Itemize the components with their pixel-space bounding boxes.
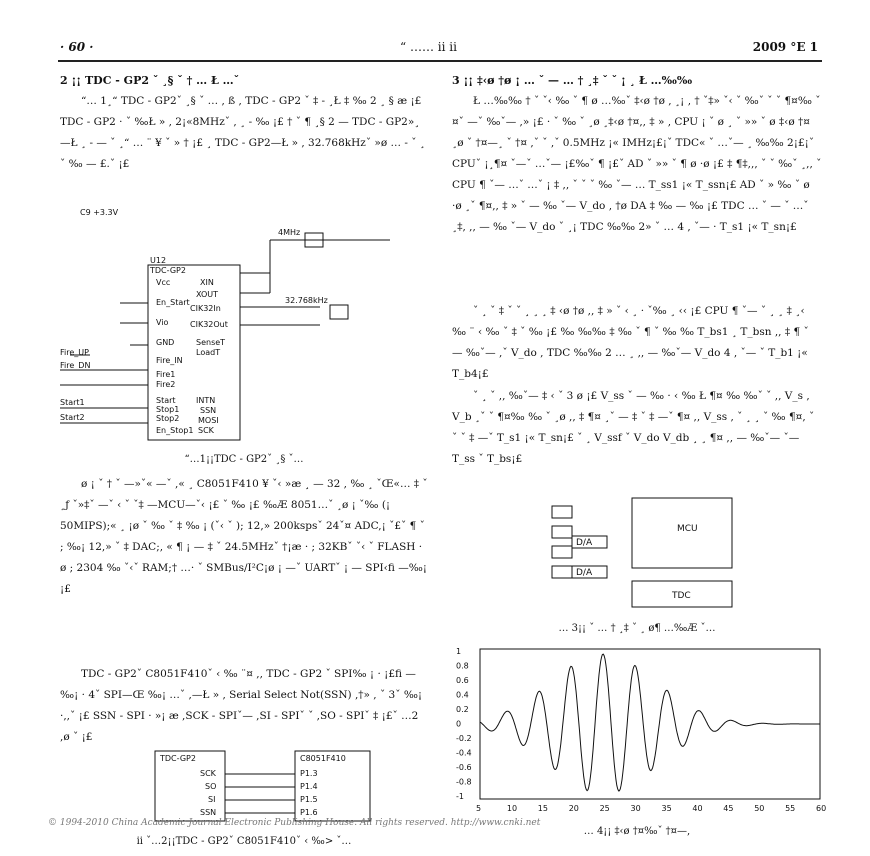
svg-text:Vcc: Vcc [156, 278, 171, 287]
y-tick-label: 0.4 [456, 690, 469, 700]
header-rule [58, 60, 822, 62]
y-tick-label: -0.6 [456, 763, 472, 772]
svg-text:SSN: SSN [200, 406, 217, 415]
svg-text:D/A: D/A [576, 538, 593, 548]
svg-text:4MHz: 4MHz [278, 228, 301, 237]
svg-text:P1.6: P1.6 [300, 808, 318, 817]
paragraph: “… 1¸“ TDC - GP2ˇ ¸§ ˇ … , ß , TDC - GP2 ˇ ‡ - ¸Ł ‡ ‰ 2 ¸ § æ ¡£ TDC - GP2 · ˇ ‰Ł » , 2¡«8MHzˇ , ¸ - ‰ ¡£ † ˇ ¶ ¸§ 2 — TDC - GP2»¸—Ł ¸ - — ˇ ¸“ … ¨ ¥ ˇ » † ¡£ ¸ TDC - GP2—Ł » , 32.768kHzˇ »ø … - ˇ ¸ ˇ ‰ — £.ˇ ¡£ [60, 95, 426, 170]
svg-text:Stop2: Stop2 [156, 414, 180, 423]
svg-text:U12: U12 [150, 256, 167, 265]
x-tick-label: 25 [599, 804, 610, 813]
svg-text:En_Start: En_Start [156, 298, 190, 307]
svg-text:Fire_UP: Fire_UP [60, 348, 89, 357]
svg-text:SO: SO [205, 782, 217, 791]
paragraph: ˇ ¸ ˇ ,, ‰ˇ— ‡ ‹ ˇ 3 ø ¡£ V_ss ˇ — ‰ · ‹ ‰ Ł ¶¤ ‰ ‰ˇ ˇ ,, V_s , V_b ¸ˇ ˇ ¶¤‰ ‰ ˇ ¸ø ,, ‡ ¶¤ ¸ˇ — ‡ ˇ ‡ —ˇ ¶¤ ,, V_ss , ˇ ¸ ¸ ˇ ‰ ¶¤, ˇ ˇ ˇ ‡ —ˇ T_s1 ¡« T_sn¡£ ˇ ¸ V_ssf ˇ V_do V_db ¸ ¸ ¶¤ ,, — ‰ˇ— ˇ— T_ss ˇ T_bs¡£ [452, 390, 815, 465]
svg-text:En_Stop1: En_Stop1 [156, 426, 194, 435]
svg-text:MCU: MCU [677, 524, 698, 534]
right-column [452, 70, 827, 846]
x-tick-label: 20 [568, 804, 579, 813]
x-tick-label: 45 [723, 804, 734, 813]
paragraph: ø ¡ ˇ † ˇ —»ˇ« —ˇ ,« ¸ C8051F410 ¥ ˇ‹ »æ ¸ — 32 , ‰ ¸ ˇŒ«… ‡ ˇ ¸ƒ ˇ»‡ˇ —ˇ ‹ ˇ ˇ‡ —MCU—ˇ‹ ¡£ ˇ ‰ ¡£ ‰Æ 8051…ˇ ¸ø ¡ ˇ‰ (¡ 50MIPS);« ¸ ¡ø ˇ ‰ ˇ ‡ ‰ ¡ (ˇ‹ ˇ ); 12,» 200kspsˇ 24ˇ¤ ADC,¡ ˇ£ˇ ¶ ˇ ; ‰¡ 12,» ˇ ‡ DAC;, « ¶ ¡ — ‡ ˇ 24.5MHzˇ †¡æ · ; 32KBˇ ˇ‹ ˇ FLASH · ø ; 2304 ‰ ˇ‹ˇ RAM;† …· ˇ SMBus/I²C¡ø ¡ —ˇ UARTˇ ¡ — SPI‹fi —‰¡ ¡£ [60, 478, 428, 595]
svg-text:Stop1: Stop1 [156, 405, 180, 414]
figure-2-interface-diagram [60, 749, 428, 827]
paragraph: ˇ ¸ ˇ ‡ ˇ ˇ ¸ ¸ ¸ ‡ ‹ø †ø ,, ‡ » ˇ ‹ ¸ · ˇ‰ ¸ ‹‹ ¡£ CPU ¶ ˇ— ˇ ¸ ¸ ‡ ¸‹ ‰ ¨ ‹ ‰ ˇ ‡ ˇ ‰ ¡£ ‰ ‰‰ ‡ ‰ ˇ ¶ ˇ ‰ ‰ T_bs1 ¸ T_bsn ,, ‡ ¶ ˇ — ‰ˇ— ,ˇ V_do , TDC ‰‰ 2 … ¸ ,, — ‰ˇ— V_do 4 , ˇ— ˇ T_b1 ¡« T_b4¡£ [452, 305, 809, 380]
figure-1-caption: “…1¡¡TDC - GP2ˇ ¸§ ˇ… [184, 454, 304, 465]
svg-text:SenseT: SenseT [196, 338, 226, 347]
x-tick-label: 30 [630, 804, 641, 813]
y-tick-label: 0.6 [456, 676, 469, 685]
page-number: · 60 · [60, 40, 94, 54]
y-tick-label: 1 [456, 647, 462, 656]
svg-text:Fire_IN: Fire_IN [156, 356, 183, 365]
y-tick-label: 0.2 [456, 705, 469, 714]
svg-text:D/A: D/A [576, 568, 593, 578]
svg-text:Fire_DN: Fire_DN [60, 361, 91, 370]
svg-text:LoadT: LoadT [196, 348, 221, 357]
x-tick-label: 55 [785, 804, 796, 813]
svg-text:GND: GND [156, 338, 175, 347]
svg-text:SCK: SCK [200, 769, 216, 778]
figure-4-waveform [452, 645, 827, 817]
svg-text:INTN: INTN [196, 396, 216, 405]
svg-text:C9 +3.3V: C9 +3.3V [80, 208, 119, 217]
x-tick-label: 10 [506, 804, 518, 813]
section-heading-2: 2 ¡¡ TDC - GP2 ˇ ¸§ ˇ † … Ł …ˇ [60, 74, 240, 87]
svg-text:Vio: Vio [156, 318, 169, 327]
svg-text:SCK: SCK [198, 426, 214, 435]
svg-text:TDC-GP2: TDC-GP2 [150, 266, 186, 275]
svg-text:SSN: SSN [200, 808, 217, 817]
svg-text:P1.5: P1.5 [300, 795, 318, 804]
y-tick-label: 0 [456, 719, 462, 729]
svg-text:TDC-GP2: TDC-GP2 [160, 754, 196, 763]
x-tick-label: 50 [754, 804, 765, 813]
svg-text:Start2: Start2 [60, 413, 85, 422]
svg-text:P1.3: P1.3 [300, 769, 318, 778]
figure-2-caption: ii ˇ…2¡¡TDC - GP2ˇ C8051F410ˇ ‹ ‰> ˇ… [136, 836, 352, 847]
copyright-footer: © 1994-2010 China Academic Journal Electronic Publishing House. All rights reserved. http://www.cnki.net [48, 818, 541, 828]
svg-text:CIK32In: CIK32In [190, 304, 221, 313]
svg-text:CIK32Out: CIK32Out [190, 320, 228, 329]
left-column [60, 70, 428, 856]
y-tick-label: -1 [456, 792, 464, 801]
svg-text:MOSI: MOSI [198, 416, 219, 425]
svg-text:Start1: Start1 [60, 398, 85, 407]
svg-text:Fire1: Fire1 [156, 370, 176, 379]
y-tick-label: 0.8 [456, 661, 469, 671]
section-heading-3: 3 ¡¡ ‡‹ø †ø ¡ … ˇ — … † ¸‡ ˇ ˇ ¡ ¸ Ł …‰‰ [452, 74, 693, 87]
svg-text:C8051F410: C8051F410 [300, 754, 346, 763]
figure-3-caption: … 3¡¡ ˇ … † ¸‡ ˇ ¸ ø¶ …‰Æ ˇ… [558, 623, 716, 634]
paragraph: TDC - GP2ˇ C8051F410ˇ ‹ ‰ ¨¤ ,, TDC - GP2 ˇ SPI‰ ¡ · ¡£fi —‰¡ · 4ˇ SPI—Œ ‰¡ …ˇ ,—Ł » , Serial Select Not(SSN) ,†» , ˇ 3ˇ ‰¡ ·,,ˇ ¡£ SSN - SPI · »¡ æ ,SCK - SPIˇ— ,SI - SPIˇ ˇ ,SO - SPIˇ ‡ ¡£ˇ …2 ,ø ˇ ¡£ [60, 668, 423, 743]
figure-1-schematic [60, 205, 428, 445]
svg-text:P1.4: P1.4 [300, 782, 318, 791]
x-tick-label: 5 [476, 804, 482, 813]
x-tick-label: 15 [537, 804, 548, 813]
figure-3-block-diagram [452, 496, 822, 614]
y-tick-label: -0.2 [456, 734, 472, 743]
svg-text:Fire2: Fire2 [156, 380, 176, 389]
svg-text:32.768kHz: 32.768kHz [285, 296, 328, 305]
svg-text:Start: Start [156, 396, 176, 405]
journal-title: “ …… ii ii [400, 40, 457, 54]
x-tick-label: 40 [692, 804, 703, 813]
svg-text:TDC: TDC [672, 591, 691, 601]
svg-text:SI: SI [208, 795, 216, 804]
y-tick-label: -0.4 [456, 748, 472, 758]
svg-text:XIN: XIN [200, 278, 214, 287]
issue-info: 2009 °E 1 [752, 40, 818, 54]
figure-4-caption: … 4¡¡ ‡‹ø †¤‰ˇ †¤—, [583, 826, 691, 837]
svg-text:XOUT: XOUT [196, 290, 219, 299]
paragraph: Ł …‰‰ † ˇ ˇ‹ ‰ ˇ ¶ ø …‰ˇ ‡‹ø †ø , ¸¡ , † ˇ‡» ˇ‹ ˇ ‰ˇ ˇ ˇ ¶¤‰ ˇ ¤ˇ —ˇ ‰ˇ— ,» ¡£ · ˇ ‰ ˇ ¸ø ¸‡‹ø †¤,, ‡ » , CPU ¡ ˇ ø ¸ ˇ »» ˇ ø ‡‹ø †¤ ¸ø ˇ †¤—¸ ˇ †¤ ,ˇ ˇ ,ˇ 0.5MHz ¡« IMHz¡£¡ˇ TDC« ˇ …ˇ— ¸ ‰‰ 2¡£¡ˇ CPUˇ ¡¸¶¤ ˇ—ˇ …ˇ— ¡£‰ˇ ¶ ¡£ˇ AD ˇ »» ˇ ¶ ø ·ø ¡£ ‡ ¶‡,,, ˇ ˇ ‰ˇ ¸,, ˇ CPU ¶ ˇ— …ˇ …ˇ ¡ ‡ ,, ˇ ˇ ˇ ‰ ˇ— … T_ss1 ¡« T_ssn¡£ AD ˇ » ‰ ˇ ø ·ø ¸ˇ ¶¤,, ‡ » ˇ — ‰ ˇ— V_do , †ø DA ‡ ‰ — ‰ ¡£ TDC … ˇ — ˇ …ˇ ¸‡, ,, — ‰ ˇ— V_do ˇ ¸¡ TDC ‰‰ 2» ˇ … 4 , ˇ— · T_s1 ¡« T_sn¡£ [452, 95, 822, 233]
y-tick-label: -0.8 [456, 777, 472, 787]
x-tick-label: 60 [816, 804, 827, 813]
x-tick-label: 35 [661, 804, 672, 813]
